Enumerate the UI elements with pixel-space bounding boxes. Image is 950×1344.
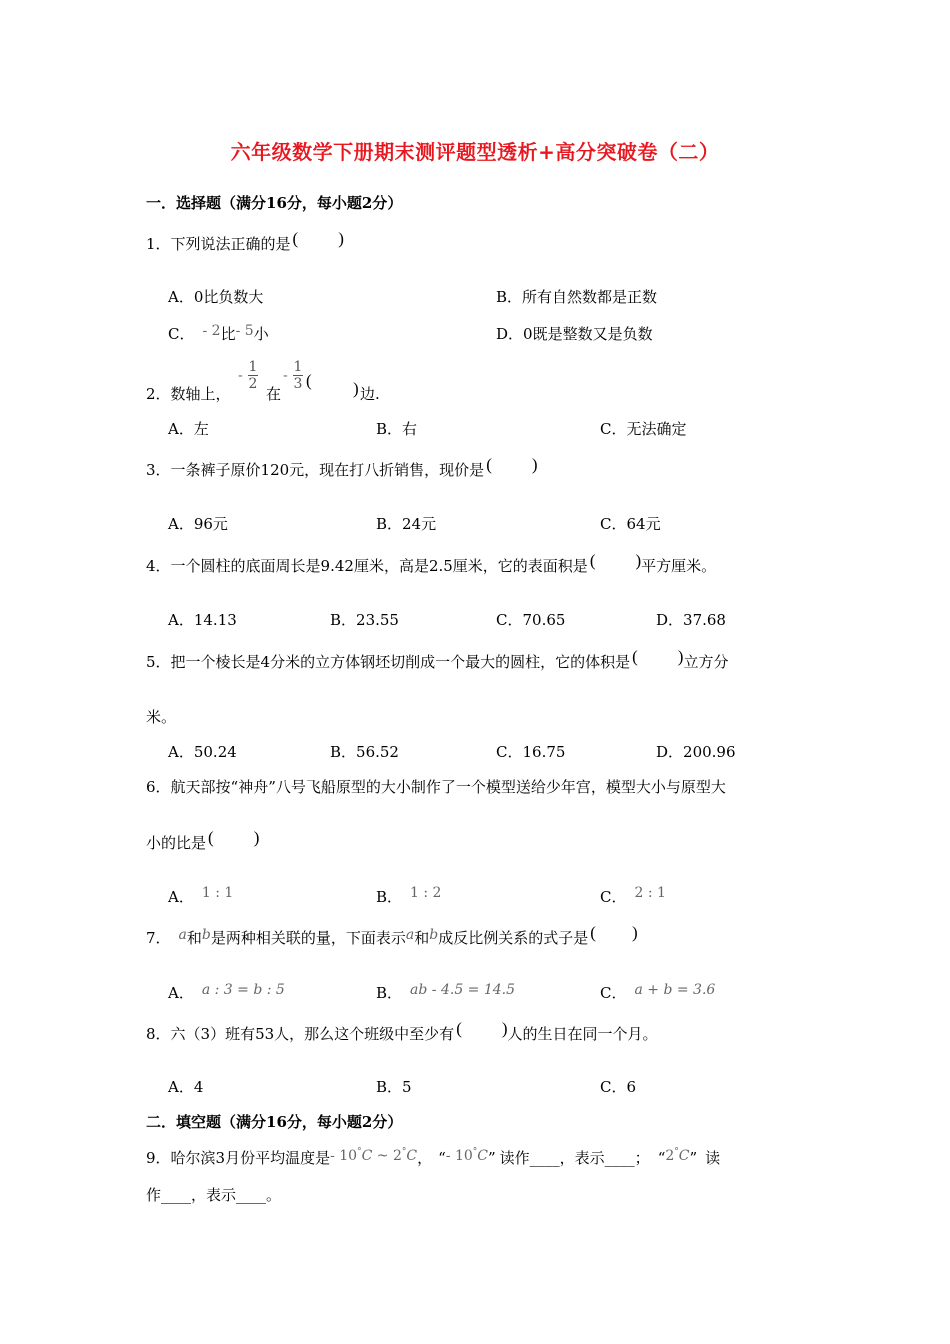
degree-sign: ° <box>472 1147 478 1157</box>
page-title: 六年级数学下册期末测评题型透析+高分突破卷（二） <box>230 140 720 164</box>
answer-paren-close: ) <box>677 647 684 666</box>
question-7-mid: 是两种相关联的量，下面表示 <box>210 929 406 947</box>
celsius-unit: C <box>477 1148 488 1164</box>
fraction-1-sign: - <box>238 367 243 384</box>
degree-sign: ° <box>401 1147 407 1157</box>
answer-paren-open: ( <box>589 551 596 570</box>
question-8-end: 人的生日在同一个月。 <box>507 1025 658 1043</box>
fraction-1-denominator: 2 <box>248 376 258 393</box>
q5-option-c: C．16.75 <box>496 743 566 761</box>
degree-sign: ° <box>674 1147 679 1157</box>
question-4-stem: 4．一个圆柱的底面周长是9.42厘米，高是2.5厘米，它的表面积是 <box>146 557 588 575</box>
q1-option-c-mid: 比 <box>220 325 236 343</box>
fraction-2-numerator: 1 <box>293 359 303 375</box>
answer-paren-close: ) <box>253 828 260 847</box>
q6-option-c-ratio: 2 : 1 <box>634 885 666 901</box>
answer-paren-open: ( <box>208 828 214 847</box>
q6-option-c-label: C． <box>600 888 627 906</box>
section-heading-choice: 一．选择题（满分16分，每小题2分） <box>146 194 403 212</box>
question-8 <box>146 1019 658 1043</box>
q1-option-c-end: 小 <box>253 325 269 343</box>
question-5-continued: 米。 <box>146 708 177 726</box>
fraction-2-sign: - <box>283 367 288 384</box>
question-1 <box>146 229 344 253</box>
q7-option-c-label: C． <box>600 984 627 1002</box>
q5-option-a: A．50.24 <box>168 743 237 761</box>
q6-option-a <box>168 885 234 906</box>
temperature-low <box>330 1148 417 1164</box>
q7-option-c-expression: a + b = 3.6 <box>634 982 716 998</box>
celsius-unit: C <box>678 1148 690 1164</box>
question-9-read-2: 读 <box>705 1149 721 1167</box>
answer-paren-open: ( <box>456 1019 462 1038</box>
answer-paren-close: ) <box>338 229 344 248</box>
variable-b: b <box>201 927 211 943</box>
answer-paren-close: ) <box>631 923 638 942</box>
quote-close-2: ” <box>689 1149 698 1167</box>
temperature-high-value: 2 <box>392 1148 402 1164</box>
fraction-2-denominator: 3 <box>293 376 303 393</box>
question-3-stem: 3．一条裤子原价120元，现在打八折销售，现价是 <box>146 461 485 479</box>
temperature-low-value: - 10 <box>330 1148 358 1164</box>
answer-paren-open: ( <box>306 371 312 390</box>
comma: ， <box>417 1149 433 1167</box>
question-5-unit: 立方分 <box>683 653 729 671</box>
q5-option-b: B．56.52 <box>330 743 399 761</box>
q6-option-a-label: A． <box>168 888 194 906</box>
q6-option-b <box>376 885 442 906</box>
q2-option-a: A．左 <box>168 420 209 438</box>
celsius-unit: C <box>406 1148 418 1164</box>
q1-option-c <box>168 323 269 343</box>
question-9-stem: 9．哈尔滨3月份平均温度是 <box>146 1149 331 1167</box>
q8-option-a: A．4 <box>168 1078 204 1096</box>
q1-option-c-num1: - 2 <box>202 323 221 339</box>
question-1-stem: 1．下列说法正确的是 <box>146 235 291 253</box>
variable-b-2: b <box>429 927 439 943</box>
answer-paren-open: ( <box>292 229 299 248</box>
question-6-continued <box>146 828 260 852</box>
q1-option-c-num2: - 5 <box>235 323 254 339</box>
q4-option-a: A．14.13 <box>168 611 237 629</box>
question-2-fraction-2 <box>283 359 303 392</box>
temperature-quoted-2 <box>665 1148 689 1164</box>
answer-paren-open: ( <box>632 647 638 666</box>
celsius-unit: C <box>361 1148 373 1164</box>
question-7-end: 成反比例关系的式子是 <box>438 929 589 947</box>
question-7 <box>146 923 638 947</box>
question-6-stem: 6．航天部按“神舟”八号飞船原型的大小制作了一个模型送给少年宫，模型大小与原型大 <box>146 778 726 796</box>
q2-option-c: C．无法确定 <box>600 420 687 438</box>
question-7-and-2: 和 <box>414 929 430 947</box>
q7-option-a-expression: a : 3 = b : 5 <box>201 982 285 998</box>
question-5-stem: 5．把一个棱长是4分米的立方体钢坯切削成一个最大的圆柱，它的体积是 <box>146 653 631 671</box>
question-9-read-1: 读作____，表示____； <box>499 1149 650 1167</box>
fraction-1 <box>248 359 259 392</box>
q6-option-a-ratio: 1 : 1 <box>201 885 234 901</box>
temperature-quoted-1-value: - 10 <box>445 1148 473 1164</box>
q4-option-b: B．23.55 <box>330 611 399 629</box>
q1-option-b: B．所有自然数都是正数 <box>496 288 658 306</box>
variable-a-2: a <box>405 927 415 943</box>
q3-option-b: B．24元 <box>376 515 437 533</box>
answer-paren-close: ) <box>635 551 642 570</box>
q3-option-c: C．64元 <box>600 515 661 533</box>
q7-option-b <box>376 982 516 1002</box>
question-7-and: 和 <box>186 929 202 947</box>
question-2-stem: 2．数轴上， <box>146 385 231 403</box>
variable-a: a <box>178 927 187 943</box>
question-2-fraction-1 <box>238 359 258 392</box>
question-4-unit: 平方厘米。 <box>641 557 717 575</box>
q7-option-b-expression: ab - 4.5 = 14.5 <box>410 982 516 998</box>
quote-close: ” <box>488 1149 496 1167</box>
question-9 <box>146 1147 721 1167</box>
question-6-continued-text: 小的比是 <box>146 834 207 852</box>
answer-paren-open: ( <box>590 923 596 942</box>
q7-option-b-label: B． <box>376 984 403 1002</box>
q2-option-b: B．右 <box>376 420 418 438</box>
answer-paren-close: ) <box>353 379 359 398</box>
q4-option-d: D．37.68 <box>656 611 726 629</box>
question-9-continued: 作____，表示____。 <box>146 1186 282 1204</box>
degree-sign: ° <box>357 1147 362 1157</box>
question-4 <box>146 551 717 575</box>
question-7-number: 7． <box>146 929 171 947</box>
q6-option-c <box>600 885 666 906</box>
q6-option-b-label: B． <box>376 888 403 906</box>
q7-option-a <box>168 982 285 1002</box>
q1-option-c-label: C． <box>168 325 195 343</box>
tilde: ~ <box>376 1148 389 1164</box>
q7-option-c <box>600 982 716 1002</box>
q1-option-a: A．0比负数大 <box>168 288 264 306</box>
fraction-1-numerator: 1 <box>248 359 258 375</box>
question-5 <box>146 647 729 671</box>
answer-paren-open: ( <box>486 455 492 474</box>
question-2-in: 在 <box>266 385 282 403</box>
quote-open-2: “ <box>657 1149 666 1167</box>
temperature-quoted-1 <box>446 1148 488 1164</box>
q5-option-d: D．200.96 <box>656 743 736 761</box>
q4-option-c: C．70.65 <box>496 611 566 629</box>
q8-option-c: C．6 <box>600 1078 637 1096</box>
q8-option-b: B．5 <box>376 1078 412 1096</box>
section-heading-fill: 二．填空题（满分16分，每小题2分） <box>146 1113 403 1131</box>
answer-paren-close: ) <box>501 1019 508 1038</box>
question-3 <box>146 455 538 479</box>
q6-option-b-ratio: 1 : 2 <box>410 885 442 901</box>
question-8-stem: 8．六（3）班有53人，那么这个班级中至少有 <box>146 1025 455 1043</box>
temperature-quoted-2-value: 2 <box>665 1148 675 1164</box>
quote-open: “ <box>438 1149 446 1167</box>
q1-option-d: D．0既是整数又是负数 <box>496 325 653 343</box>
q7-option-a-label: A． <box>168 984 194 1002</box>
q3-option-a: A．96元 <box>168 515 228 533</box>
question-2-end: 边. <box>360 385 380 403</box>
fraction-2 <box>293 359 304 392</box>
answer-paren-close: ) <box>531 455 538 474</box>
